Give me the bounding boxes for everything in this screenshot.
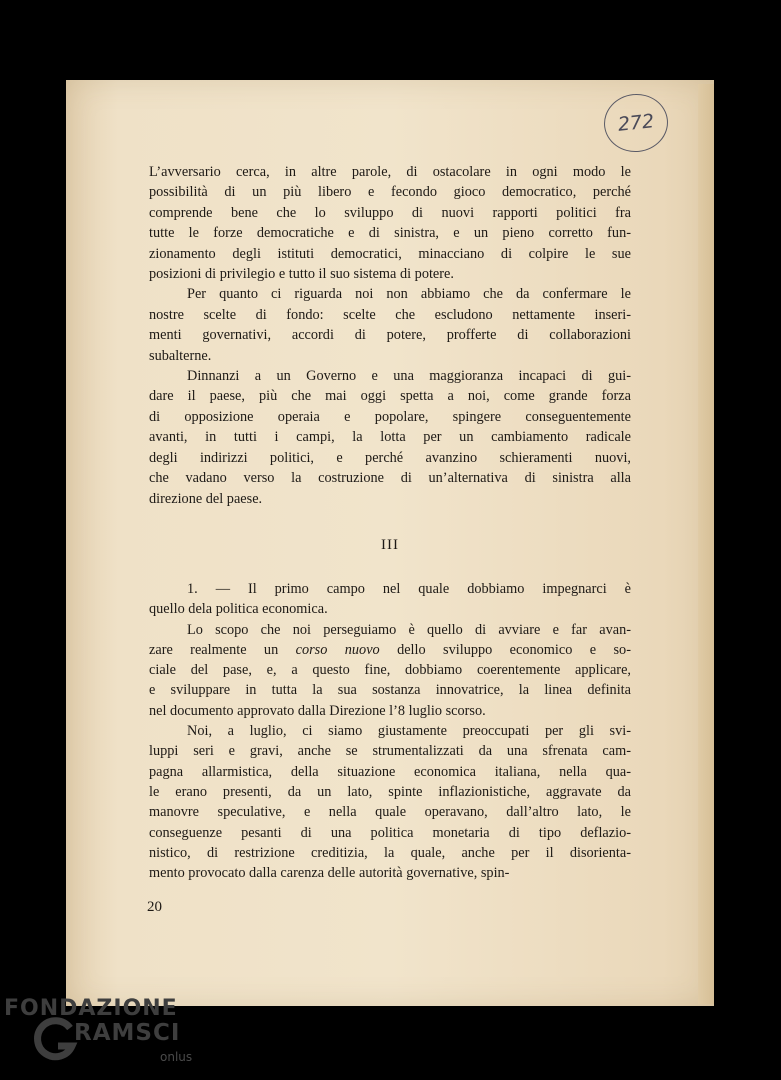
paragraph bbox=[149, 284, 631, 366]
text-line: possibilità di un più libero e fecondo gioco democratico, perché bbox=[149, 184, 631, 201]
paragraph bbox=[149, 366, 631, 509]
text-line: degli indirizzi politici, e perché avanzino schieramenti nuovi, bbox=[149, 449, 631, 466]
text-line: e sviluppare in tutta la sua sostanza innovatrice, la linea definita bbox=[149, 682, 631, 699]
text-line: manovre speculative, e nella quale operavano, dall’altro lato, le bbox=[149, 804, 631, 821]
text-line: pagna allarmistica, della situazione economica italiana, nella qua- bbox=[149, 763, 631, 780]
text-line: L’avversario cerca, in altre parole, di ostacolare in ogni modo le bbox=[149, 164, 631, 180]
text-line: subalterne. bbox=[149, 347, 212, 364]
text-line: zionamento degli istituti democratici, minacciano di colpire le sue bbox=[149, 245, 631, 262]
text-line: direzione del paese. bbox=[149, 490, 263, 507]
text-line: menti governativi, accordi di potere, profferte di collaborazioni bbox=[149, 327, 631, 344]
text-line: zare realmente un corso nuovo dello sviluppo economico e so- bbox=[149, 641, 631, 658]
text-line: conseguenze pesanti di una politica monetaria di tipo deflazio- bbox=[149, 824, 631, 841]
watermark-line1: FONDAZIONE bbox=[4, 996, 178, 1021]
paragraph bbox=[149, 620, 631, 721]
text-line: 1. — Il primo campo nel quale dobbiamo impegnarci è bbox=[187, 581, 631, 597]
text-line: Per quanto ci riguarda noi non abbiamo che da confermare le bbox=[187, 286, 631, 303]
text-line: Noi, a luglio, ci siamo giustamente preoccupati per gli svi- bbox=[187, 723, 631, 740]
paragraph bbox=[149, 579, 631, 620]
stamp-number: 272 bbox=[616, 110, 656, 136]
body-text-bottom bbox=[149, 579, 631, 883]
text-line: Lo scopo che noi perseguiamo è quello di avviare e far avan- bbox=[187, 621, 631, 638]
watermark-g-logo-icon bbox=[32, 1016, 80, 1064]
text-line: tutte le forze democratiche e di sinistra, e un pieno corretto fun- bbox=[149, 225, 631, 242]
paragraph bbox=[149, 721, 631, 883]
section-heading: III bbox=[381, 537, 399, 553]
text-line: luppi seri e gravi, anche se strumentalizzati da una sfrenata cam- bbox=[149, 743, 631, 760]
text-line: comprende bene che lo sviluppo di nuovi rapporti politici fra bbox=[149, 204, 631, 221]
text-line: mento provocato dalla carenza delle autorità governative, spin- bbox=[149, 865, 510, 882]
fondazione-gramsci-watermark bbox=[4, 996, 204, 1076]
page-number: 20 bbox=[147, 899, 162, 915]
text-line: nel documento approvato dalla Direzione l’8 luglio scorso. bbox=[149, 702, 486, 719]
body-text-top bbox=[149, 162, 631, 509]
text-line: le erano presenti, da un lato, spinte inflazionistiche, aggravate da bbox=[149, 783, 631, 800]
text-line: nostre scelte di fondo: scelte che escludono nettamente inseri- bbox=[149, 306, 631, 323]
text-line: posizioni di privilegio e tutto il suo sistema di potere. bbox=[149, 266, 454, 283]
text-line: che vadano verso la costruzione di un’alternativa di sinistra alla bbox=[149, 470, 631, 487]
text-line: avanti, in tutti i campi, la lotta per un cambiamento radicale bbox=[149, 429, 631, 446]
text-line: Dinnanzi a un Governo e una maggioranza incapaci di gui- bbox=[187, 368, 631, 385]
text-line: di opposizione operaia e popolare, spingere conseguentemente bbox=[149, 408, 631, 425]
text-line: quello dela politica economica. bbox=[149, 601, 328, 618]
paragraph bbox=[149, 162, 631, 284]
watermark-line2: RAMSCI bbox=[74, 1020, 181, 1046]
watermark-suffix: onlus bbox=[160, 1050, 193, 1064]
text-line: nistico, di restrizione creditizia, la quale, anche per il disorienta- bbox=[149, 844, 631, 861]
text-line: dare il paese, più che mai oggi spetta a noi, come grande forza bbox=[149, 388, 631, 405]
page-edge bbox=[698, 84, 714, 1004]
text-line: ciale del pase, e, a questo fine, dobbiamo coerentemente applicare, bbox=[149, 662, 631, 679]
